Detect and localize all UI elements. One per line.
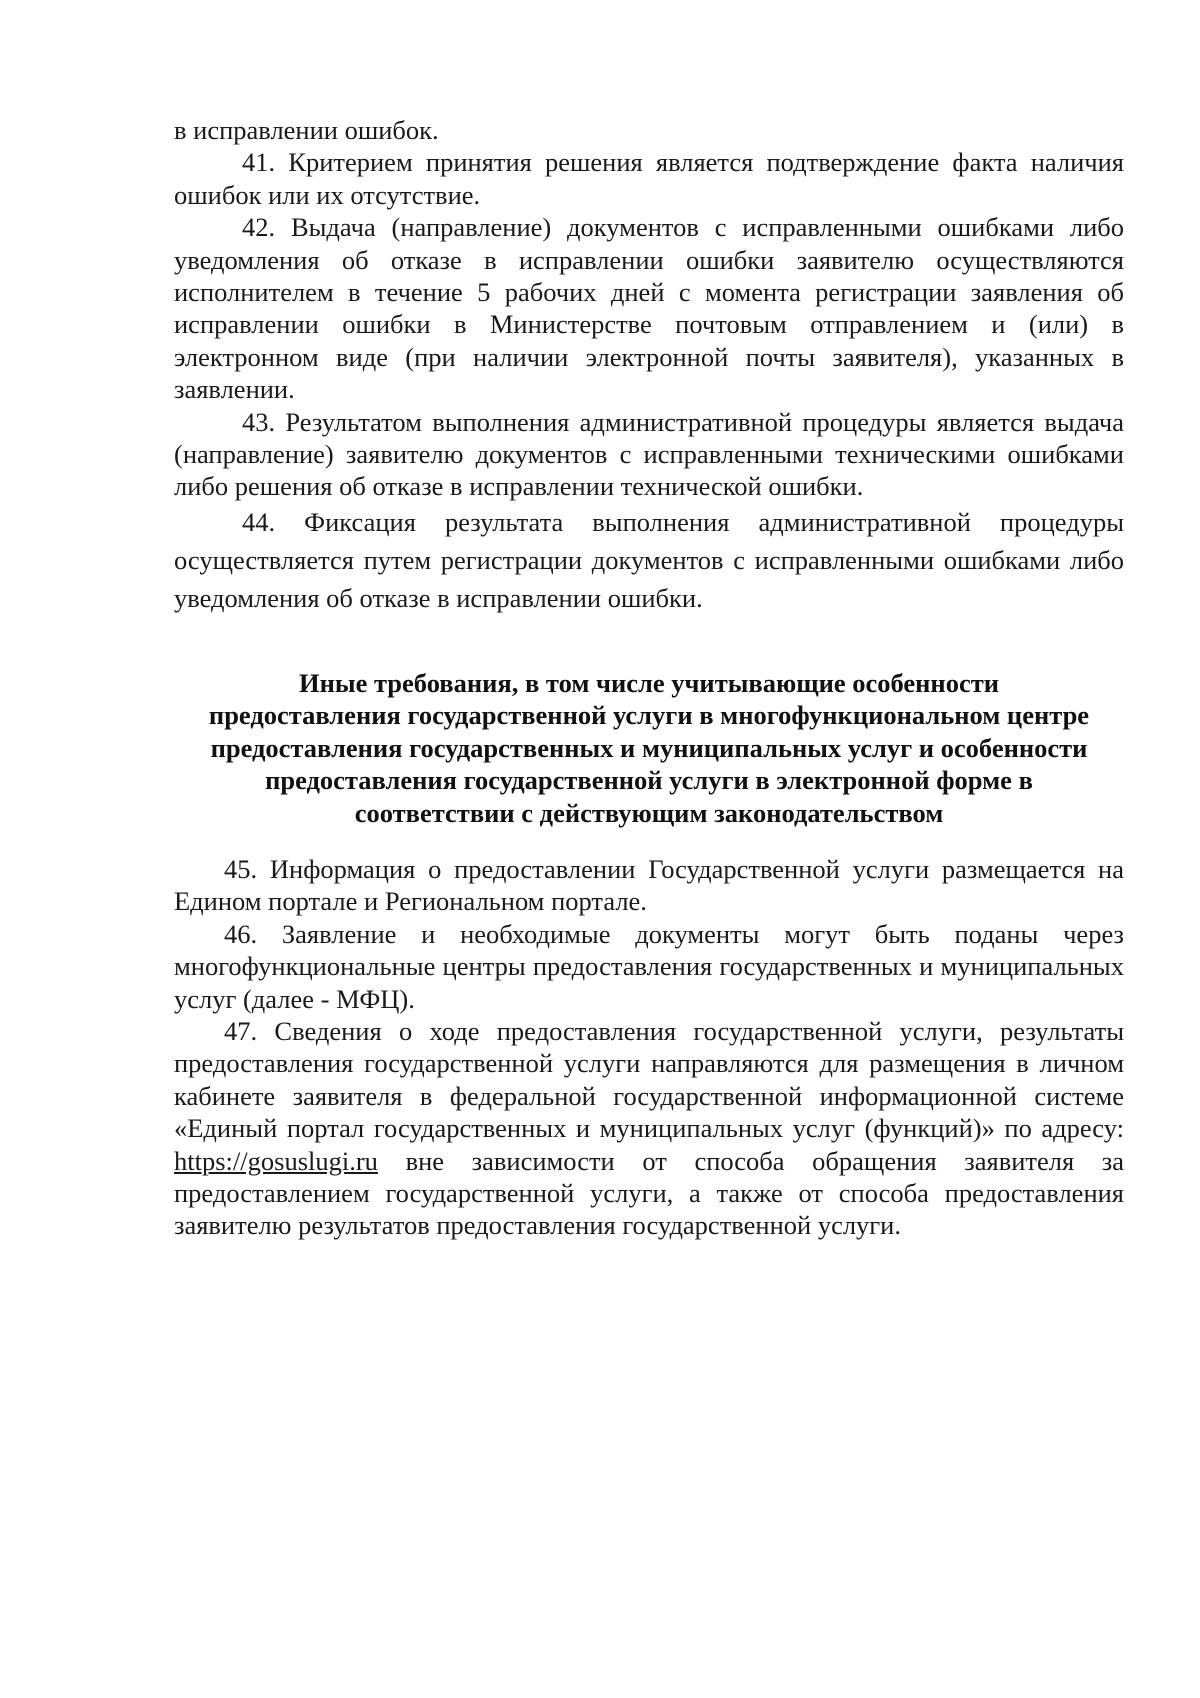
gosuslugi-link[interactable]: https://gosuslugi.ru (174, 1145, 378, 1176)
paragraph-41: 41. Критерием принятия решения является подтверждение факта наличия ошибок или их отсутствие. (174, 147, 1124, 210)
section-heading (174, 667, 1124, 829)
paragraph-continued: в исправлении ошибок. (174, 115, 439, 145)
paragraph-46: 46. Заявление и необходимые документы могут быть поданы через многофункциональные центры предоставления государственных и муниципальных услуг (далее - МФЦ). (174, 918, 1124, 1014)
paragraph-42: 42. Выдача (направление) документов с исправленными ошибками либо уведомления об отказе в исправлении ошибки заявителю осуществляются исполнителем в течение 5 рабочих дней с момента регистрации заявления об исправлении ошибки в Министерстве почтовым отправлением и (или) в электронном виде (при наличии электронной почты заявителя), указанных в заявлении. (174, 212, 1124, 405)
paragraph-43: 43. Результатом выполнения административной процедуры является выдача (направление) заявителю документов с исправленными техническими ошибками либо решения об отказе в исправлении технической ошибки. (174, 406, 1124, 502)
section-heading-line: соответствии с действующим законодательством (354, 797, 944, 828)
paragraph-45: 45. Информация о предоставлении Государственной услуги размещается на Едином портале и Региональном портале. (174, 853, 1124, 917)
paragraph-47-text-end: вне зависимости от способа обращения заявителя за предоставлением государственной услуги, а также от способа предоставления заявителю результатов предоставления государственной услуги. (174, 1145, 1124, 1241)
section-heading-line: предоставления государственной услуги в многофункциональном центре (208, 700, 1090, 731)
document-body (174, 114, 1124, 1242)
section-heading-line: предоставления государственных и муниципальных услуг и особенности (210, 732, 1088, 763)
paragraph-44: 44. Фиксация результата выполнения административной процедуры осуществляется путем регистрации документов с исправленными ошибками либо уведомления об отказе в исправлении ошибки. (174, 506, 1124, 613)
paragraph-47 (174, 1015, 1124, 1242)
paragraph-47-text-start: 47. Сведения о ходе предоставления государственной услуги, результаты предоставления государственной услуги направляются для размещения в личном кабинете заявителя в федеральной государственной информационной системе «Единый портал государственных и муниципальных услуг (функций)» по адресу: (174, 1015, 1124, 1144)
section-heading-line: Иные требования, в том числе учитывающие особенности (299, 667, 999, 698)
section-heading-line: предоставления государственной услуги в электронной форме в (265, 765, 1033, 796)
